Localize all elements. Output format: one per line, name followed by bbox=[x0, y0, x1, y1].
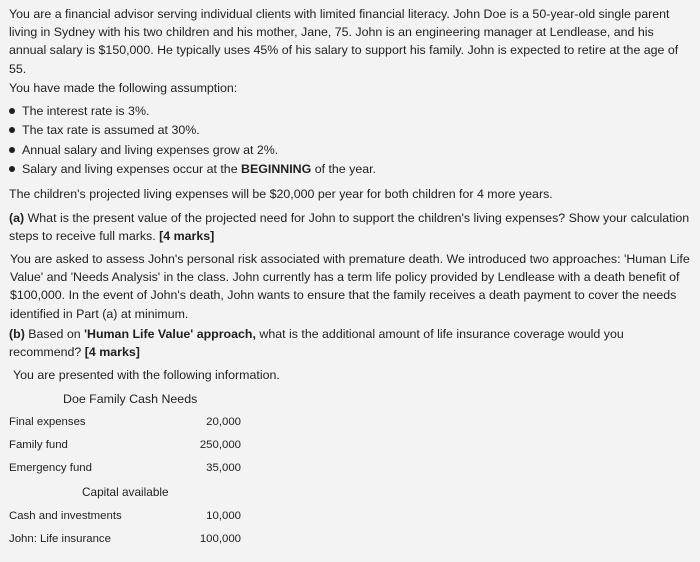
question-b-label: (b) bbox=[9, 327, 25, 341]
question-b bbox=[9, 325, 691, 361]
row-label: Cash and investments bbox=[9, 510, 122, 522]
question-b-marks: [4 marks] bbox=[84, 345, 140, 360]
row-value: 20,000 bbox=[206, 416, 241, 428]
question-a-label: (a) bbox=[9, 211, 25, 225]
question-b-text: what is the additional amount of life insurance coverage would you recommend? bbox=[9, 327, 624, 360]
info-intro: You are presented with the following information. bbox=[13, 368, 280, 382]
capital-row bbox=[9, 530, 241, 548]
question-a-marks: [4 marks] bbox=[159, 229, 215, 244]
assumption-item: The interest rate is 3%. bbox=[9, 102, 609, 121]
cash-needs-title: Doe Family Cash Needs bbox=[63, 392, 198, 406]
row-value: 100,000 bbox=[199, 533, 241, 545]
assumption-text: of the year. bbox=[311, 162, 376, 177]
row-label: Family fund bbox=[9, 439, 68, 451]
assumption-item: The tax rate is assumed at 30%. bbox=[9, 121, 609, 140]
row-label: Emergency fund bbox=[9, 462, 92, 474]
assessment-paragraph: You are asked to assess John's personal risk associated with premature death. We introduced two approaches: 'Human Life Value' and 'Needs Analysis' in the class. John currently has a term life policy provided by Lendlease with a death benefit of $100,000. In the event of John's death, John wants to ensure that the family receives a death payment to cover the needs identified in Part (a) at minimum. bbox=[10, 252, 690, 321]
row-value: 250,000 bbox=[199, 439, 241, 451]
capital-row bbox=[9, 507, 241, 525]
row-label: Final expenses bbox=[9, 416, 86, 428]
cash-needs-row bbox=[9, 459, 241, 477]
assumptions-list bbox=[9, 102, 609, 180]
cash-needs-row bbox=[9, 436, 241, 454]
row-value: 10,000 bbox=[206, 510, 241, 522]
cash-needs-row bbox=[9, 413, 241, 431]
question-a bbox=[9, 209, 691, 245]
assumption-bold: BEGINNING bbox=[241, 162, 312, 177]
question-a-text: What is the present value of the projected need for John to support the children's living expenses? Show your calculation steps to receive full marks. bbox=[9, 211, 690, 244]
row-value: 35,000 bbox=[206, 462, 241, 474]
assumption-item: Annual salary and living expenses grow at 2%. bbox=[9, 141, 609, 160]
row-label: John: Life insurance bbox=[9, 533, 111, 545]
children-expenses-text: The children's projected living expenses will be $20,000 per year for both children for 4 more years. bbox=[9, 187, 553, 201]
question-b-bold-phrase: 'Human Life Value' approach, bbox=[84, 327, 256, 341]
intro-paragraph: You are a financial advisor serving individual clients with limited financial literacy. John Doe is a 50-year-old single parent living in Sydney with his two children and his mother, Jane, 75. John is an engineering manager at Lendlease, and his annual salary is $150,000. He typically uses 45% of his salary to support his family. John is expected to retire at the age of 55. bbox=[9, 7, 679, 76]
assumption-item bbox=[9, 160, 609, 179]
question-b-text: Based on bbox=[24, 327, 85, 341]
assumptions-heading: You have made the following assumption: bbox=[9, 81, 238, 95]
assumption-text: Salary and living expenses occur at the bbox=[22, 162, 242, 177]
capital-available-title: Capital available bbox=[82, 485, 169, 499]
